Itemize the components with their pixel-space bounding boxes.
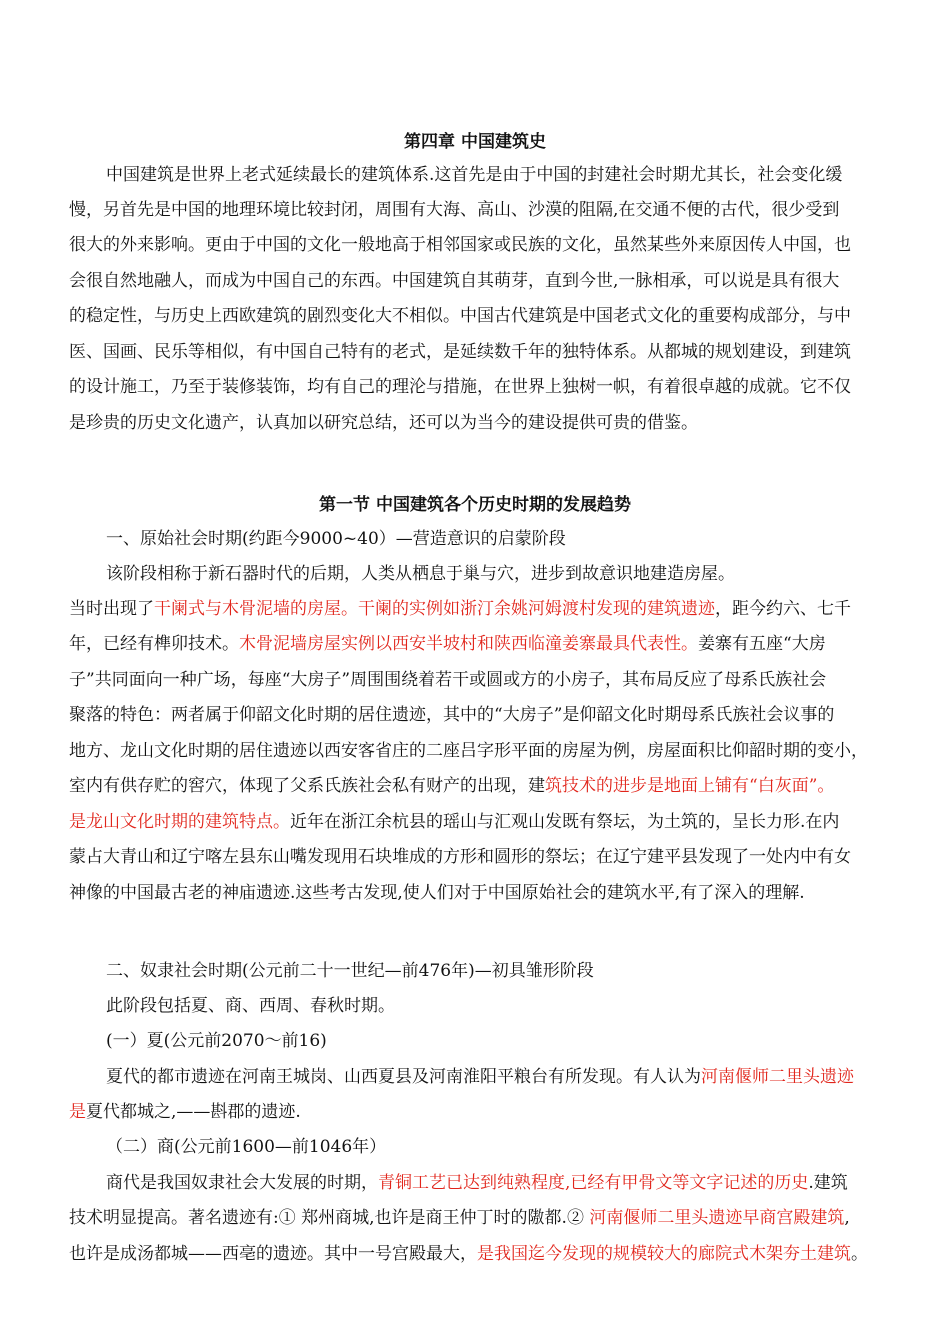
intro-line-6: 医、国画、民乐等相似，有中国自己特有的老式，是延续数千年的独特体系。从都城的规划建设，到建筑 — [69, 342, 851, 362]
chapter-title: 第四章 中国建筑史 — [404, 132, 546, 152]
highlight-text: 干阑式与木骨泥墙的房屋。干阑的实例如浙汀余姚河姆渡村发现的建筑遗迹 — [154, 599, 715, 619]
highlight-text: 是龙山文化时期的建筑特点。 — [69, 812, 290, 832]
text-run: .建筑 — [808, 1173, 848, 1193]
text-run: , — [844, 1208, 850, 1228]
primitive-line-2 — [69, 598, 851, 620]
primitive-line-6: 地方、龙山文化时期的居住遗迹以西安客省庄的二座吕字形平面的房屋为例，房屋面积比仰韶时期的变小， — [69, 741, 868, 761]
xia-heading: (一）夏(公元前2070～前16) — [106, 1031, 327, 1051]
text-run: 年，已经有榫卯技术。 — [69, 634, 239, 654]
primitive-line-9: 蒙占大青山和辽宁喀左县东山嘴发现用石块堆成的方形和圆形的祭坛；在辽宁建平县发现了一处内中有女 — [69, 847, 851, 867]
primitive-line-8 — [69, 811, 839, 833]
primitive-line-4: 子”共同面向一种广场，每座“大房子”周围围绕着若干或圆或方的小房子，其布局反应了母系氏族社会 — [69, 670, 827, 690]
text-run: 夏代都城之,——斟郡的遗迹. — [86, 1102, 301, 1122]
text-run: 也许是成汤都城——西亳的遗迹。其中一号宫殿最大， — [69, 1244, 477, 1264]
intro-line-7: 的设计施工，乃至于装修装饰，均有自己的理沦与措施，在世界上独树一帜，有着很卓越的成就。它不仅 — [69, 377, 851, 397]
text-run: 。 — [851, 1244, 868, 1264]
intro-line-3: 很大的外来影响。更由于中国的文化一般地高于相邻国家或民族的文化，虽然某些外来原因传人中国，也 — [69, 235, 851, 255]
text-run: 商代是我国奴隶社会大发展的时期， — [106, 1173, 378, 1193]
xia-line-2 — [69, 1101, 301, 1123]
text-run: ，距今约六、七千 — [715, 599, 851, 619]
shang-line-3 — [69, 1243, 868, 1265]
shang-line-2 — [69, 1207, 850, 1229]
highlight-text: 木骨泥墙房屋实例以西安半坡村和陕西临潼姜寨最具代表性。 — [239, 634, 698, 654]
intro-line-8: 是珍贵的历史文化遗产，认真加以研究总结，还可以为当今的建设提供可贵的借鉴。 — [69, 413, 698, 433]
section-title: 第一节 中国建筑各个历史时期的发展趋势 — [319, 495, 631, 515]
text-run: 技术明显提高。著名遗迹有:① 郑州商城,也许是商王仲丁时的隞都.② — [69, 1208, 590, 1228]
shang-line-1 — [106, 1172, 848, 1194]
slave-line-1: 此阶段包括夏、商、西周、春秋时期。 — [106, 996, 395, 1016]
primitive-line-3 — [69, 633, 826, 655]
shang-heading: （二）商(公元前1600—前1046年） — [106, 1137, 387, 1157]
highlight-text: 是 — [69, 1102, 86, 1122]
primitive-line-10: 神像的中国最古老的神庙遗迹.这些考古发现,使人们对于中国原始社会的建筑水平,有了深入的理解. — [69, 883, 805, 903]
highlight-text: 河南偃师二里头遗迹 — [701, 1067, 854, 1087]
primitive-line-7 — [69, 775, 834, 797]
slave-heading: 二、奴隶社会时期(公元前二十一世纪—前476年)—初具雏形阶段 — [106, 961, 594, 981]
text-run: 夏代的都市遗迹在河南王城岗、山西夏县及河南淮阳平粮台有所发现。有人认为 — [106, 1067, 701, 1087]
highlight-text: 是我国迄今发现的规模较大的廊院式木架夯土建筑 — [477, 1244, 851, 1264]
intro-line-4: 会很自然地融人，而成为中国自己的东西。中国建筑自其萌芽，直到今世,一脉相承，可以说是具有很大 — [69, 271, 840, 291]
primitive-line-5: 聚落的特色：两者属于仰韶文化时期的居住遗迹，其中的“大房子”是仰韶文化时期母系氏族社会议事的 — [69, 705, 835, 725]
xia-line-1 — [106, 1066, 854, 1088]
text-run: 近年在浙江余杭县的瑶山与汇观山发既有祭坛，为土筑的，呈长力形.在内 — [290, 812, 840, 832]
primitive-line-1: 该阶段相称于新石器时代的后期，人类从栖息于巢与穴，进步到故意识地建造房屋。 — [106, 564, 735, 584]
highlight-text: 筑技术的进步是地面上铺有“白灰面”。 — [545, 776, 835, 796]
intro-line-1: 中国建筑是世界上老式延续最长的建筑体系.这首先是由于中国的封建社会时期尤其长，社会变化缓 — [106, 165, 843, 185]
intro-line-5: 的稳定性，与历史上西欧建筑的剧烈变化大不相似。中国古代建筑是中国老式文化的重要构成部分，与中 — [69, 306, 851, 326]
primitive-heading: 一、原始社会时期(约距今9000~40）—营造意识的启蒙阶段 — [106, 529, 566, 549]
intro-line-2: 慢，另首先是中国的地理环境比较封闭，周围有大海、高山、沙漠的阻隔,在交通不便的古代，很少受到 — [69, 200, 840, 220]
text-run: 室内有供存贮的窖穴，体现了父系氏族社会私有财产的出现，建 — [69, 776, 545, 796]
highlight-text: 青铜工艺已达到纯熟程度,已经有甲骨文等文字记述的历史 — [378, 1173, 809, 1193]
highlight-text: 河南偃师二里头遗迹早商宫殿建筑 — [589, 1208, 845, 1228]
text-run: 姜寨有五座“大房 — [698, 634, 826, 654]
text-run: 当时出现了 — [69, 599, 154, 619]
